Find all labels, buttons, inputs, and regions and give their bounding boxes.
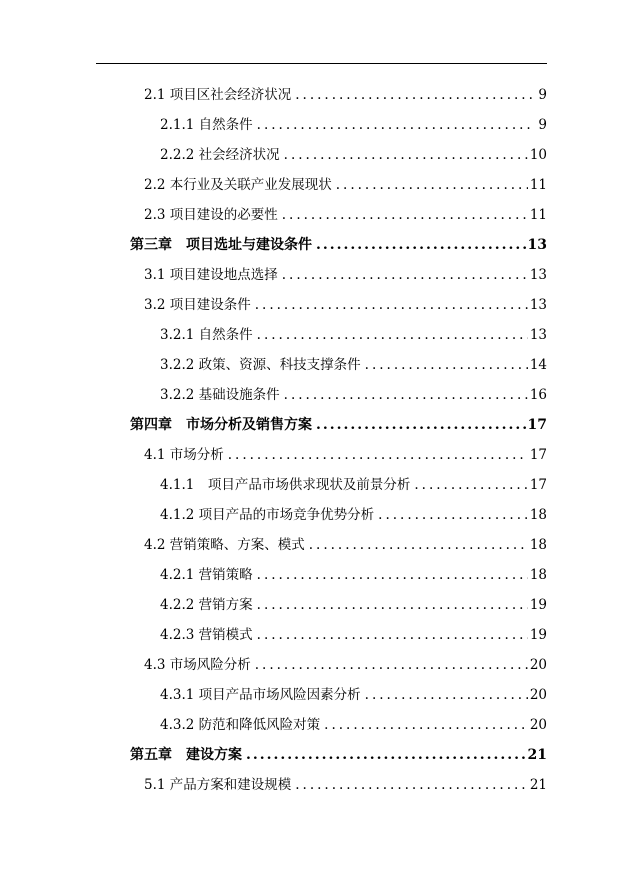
toc-dot-leader	[365, 350, 528, 380]
toc-entry-title: 2.1 项目区社会经济状况	[144, 87, 292, 103]
toc-entry[interactable]	[160, 620, 547, 650]
header-rule	[96, 63, 547, 64]
toc-dot-leader	[228, 440, 528, 470]
toc-entry-page: 9	[538, 117, 547, 133]
toc-entry-title: 第三章 项目选址与建设条件	[130, 237, 312, 253]
toc-entry-page: 14	[529, 357, 547, 373]
toc-entry[interactable]	[144, 170, 547, 200]
toc-entry[interactable]	[160, 140, 547, 170]
toc-dot-leader	[246, 740, 526, 770]
toc-entry[interactable]	[160, 110, 547, 140]
toc-entry[interactable]	[160, 560, 547, 590]
toc-entry[interactable]	[144, 440, 547, 470]
toc-entry-title: 4.3.1 项目产品市场风险因素分析	[160, 687, 361, 703]
toc-entry[interactable]	[160, 710, 547, 740]
toc-dot-leader	[284, 380, 528, 410]
toc-dot-leader	[257, 110, 535, 140]
toc-dot-leader	[255, 650, 528, 680]
toc-entry-title: 3.2.2 政策、资源、科技支撑条件	[160, 357, 361, 373]
toc-entry[interactable]	[144, 530, 547, 560]
toc-dot-leader	[257, 560, 528, 590]
toc-dot-leader	[365, 680, 528, 710]
toc-entry[interactable]	[160, 680, 547, 710]
toc-entry[interactable]	[144, 290, 547, 320]
toc-dot-leader	[295, 80, 535, 110]
toc-entry-page: 20	[529, 717, 547, 733]
toc-entry-page: 21	[529, 777, 547, 793]
toc-entry-title: 2.2.2 社会经济状况	[160, 147, 280, 163]
toc-dot-leader	[309, 530, 528, 560]
toc-entry-title: 4.3.2 防范和降低风险对策	[160, 717, 321, 733]
toc-entry-page: 20	[529, 687, 547, 703]
toc-entry[interactable]	[144, 80, 547, 110]
toc-entry[interactable]	[144, 650, 547, 680]
toc-entry-page: 19	[529, 627, 547, 643]
toc-entry-title: 4.1 市场分析	[144, 447, 224, 463]
toc-dot-leader	[282, 200, 528, 230]
toc-dot-leader	[255, 290, 528, 320]
toc-entry[interactable]	[144, 770, 547, 800]
toc-entry[interactable]	[144, 200, 547, 230]
toc-dot-leader	[257, 320, 528, 350]
toc-entry-page: 18	[529, 537, 547, 553]
toc-entry-title: 4.2.1 营销策略	[160, 567, 253, 583]
toc-dot-leader	[257, 590, 528, 620]
toc-entry-page: 18	[529, 567, 547, 583]
toc-dot-leader	[324, 710, 528, 740]
toc-entry[interactable]	[144, 260, 547, 290]
toc-entry-page: 11	[529, 207, 547, 223]
toc-entry-page: 17	[529, 447, 547, 463]
toc-entry-title: 4.1.1 项目产品市场供求现状及前景分析	[160, 477, 411, 493]
toc-entry-title: 2.1.1 自然条件	[160, 117, 253, 133]
toc-entry-page: 19	[529, 597, 547, 613]
toc-entry-page: 18	[529, 507, 547, 523]
toc-dot-leader	[316, 230, 526, 260]
toc-entry-title: 4.1.2 项目产品的市场竞争优势分析	[160, 507, 375, 523]
toc-entry[interactable]	[160, 380, 547, 410]
toc-entry-title: 第四章 市场分析及销售方案	[130, 417, 312, 433]
toc-dot-leader	[257, 620, 528, 650]
toc-entry-page: 16	[529, 387, 547, 403]
toc-entry-title: 3.2 项目建设条件	[144, 297, 251, 313]
toc-entry-page: 13	[529, 297, 547, 313]
toc-dot-leader	[295, 770, 528, 800]
toc-dot-leader	[378, 500, 528, 530]
toc-entry-page: 11	[529, 177, 547, 193]
toc-entry[interactable]	[160, 320, 547, 350]
toc-dot-leader	[414, 470, 527, 500]
toc-entry-page: 9	[538, 87, 547, 103]
toc-chapter-entry[interactable]	[130, 230, 547, 260]
toc-entry[interactable]	[160, 350, 547, 380]
toc-entry-page: 17	[527, 417, 547, 433]
toc-entry[interactable]	[160, 470, 547, 500]
toc-entry-title: 3.1 项目建设地点选择	[144, 267, 278, 283]
toc-entry-title: 4.3 市场风险分析	[144, 657, 251, 673]
toc-entry[interactable]	[160, 500, 547, 530]
toc-entry-title: 4.2.3 营销模式	[160, 627, 253, 643]
toc-dot-leader	[282, 260, 528, 290]
toc-entry-title: 2.2 本行业及关联产业发展现状	[144, 177, 332, 193]
toc-chapter-entry[interactable]	[130, 740, 547, 770]
toc-entry-title: 4.2.2 营销方案	[160, 597, 253, 613]
toc-entry-title: 4.2 营销策略、方案、模式	[144, 537, 305, 553]
toc-entry-title: 5.1 产品方案和建设规模	[144, 777, 292, 793]
toc-entry-page: 20	[529, 657, 547, 673]
toc-entry[interactable]	[160, 590, 547, 620]
toc-entry-page: 13	[527, 237, 547, 253]
toc-entry-title: 2.3 项目建设的必要性	[144, 207, 278, 223]
toc-entry-title: 第五章 建设方案	[130, 747, 242, 763]
toc-entry-page: 21	[527, 747, 547, 763]
toc-entry-title: 3.2.2 基础设施条件	[160, 387, 280, 403]
toc-dot-leader	[284, 140, 528, 170]
toc-entry-page: 13	[529, 267, 547, 283]
toc-dot-leader	[336, 170, 528, 200]
toc-chapter-entry[interactable]	[130, 410, 547, 440]
toc-entry-page: 17	[529, 477, 547, 493]
toc-entry-page: 13	[529, 327, 547, 343]
toc-entry-title: 3.2.1 自然条件	[160, 327, 253, 343]
toc-entry-page: 10	[529, 147, 547, 163]
toc-dot-leader	[316, 410, 526, 440]
